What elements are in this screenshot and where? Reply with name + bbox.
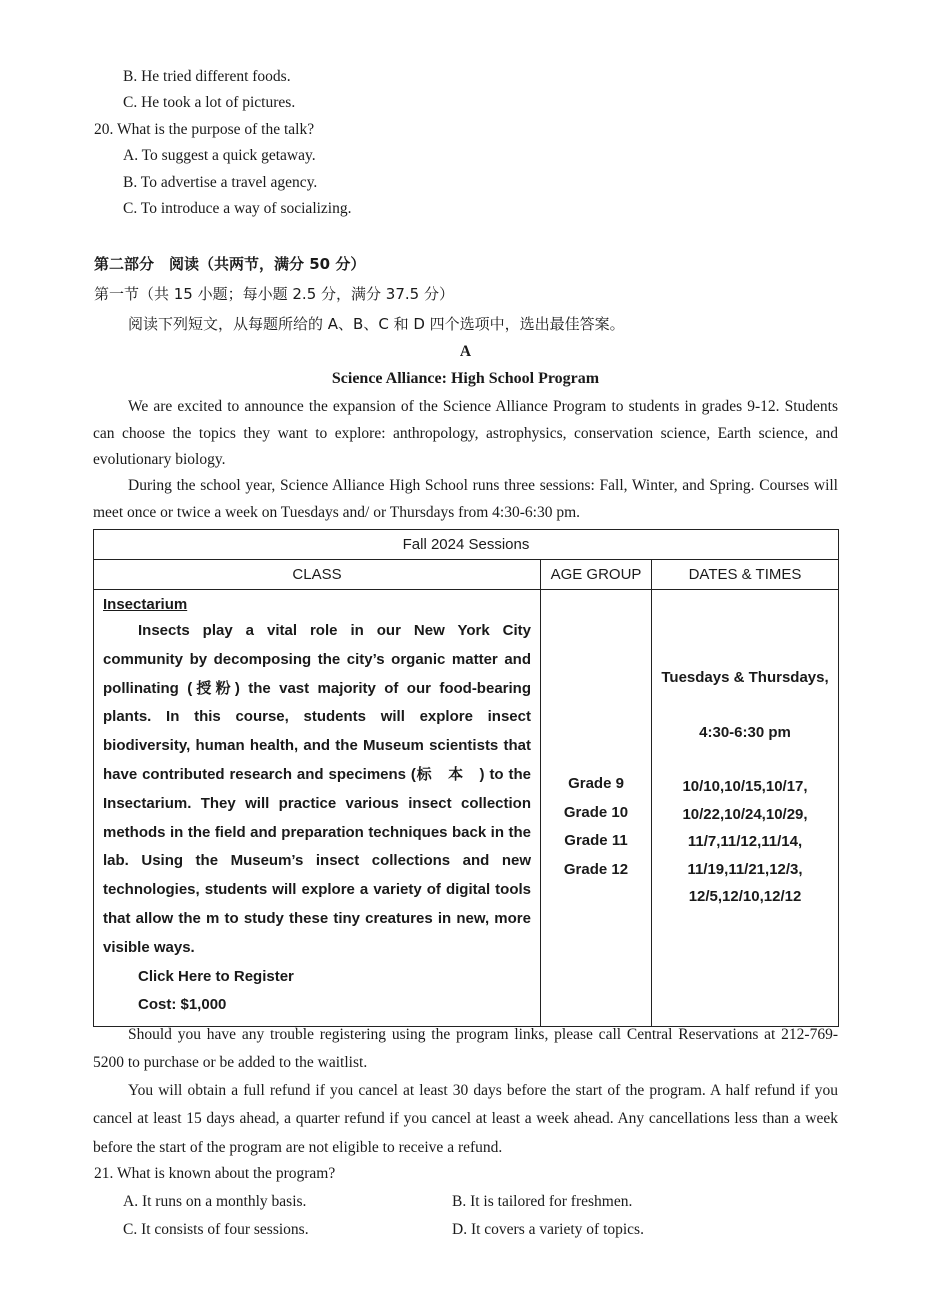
passage-paragraph-1: We are excited to announce the expansion of the Science Alliance Program to students in grades 9-12. Students can choose the topics they want to explore: anthropology, astrophysics, conservation science, Earth science, and evolutionary biology. <box>93 398 838 468</box>
dates-cell <box>652 590 839 1027</box>
time-label: 4:30-6:30 pm <box>699 723 791 741</box>
date-line: 12/5,12/10,12/12 <box>688 888 802 905</box>
header-class: CLASS <box>94 560 541 590</box>
sessions-table <box>93 529 839 1027</box>
option-20-c: C. To introduce a way of socializing. <box>123 200 352 217</box>
part-heading: 第二部分 阅读（共两节，满分 50 分） <box>94 255 366 273</box>
table-caption: Fall 2024 Sessions <box>94 530 839 560</box>
passage-paragraph-2: During the school year, Science Alliance High School runs three sessions: Fall, Winter, and Spring. Courses will meet once or twice a week on Tuesdays and/ or Thursdays from 4:30-6:30 pm. <box>93 477 838 521</box>
instruction: 阅读下列短文，从每题所给的 A、B、C 和 D 四个选项中，选出最佳答案。 <box>128 315 625 333</box>
date-line: 10/10,10/15,10/17, <box>682 778 808 795</box>
date-line: 11/19,11/21,12/3, <box>687 860 803 878</box>
date-line: 11/7,11/12,11/14, <box>687 833 803 850</box>
header-age-group: AGE GROUP <box>541 560 652 590</box>
grade-item: Grade 9 <box>568 775 624 793</box>
question-21: 21. What is known about the program? <box>94 1165 336 1182</box>
class-cell <box>94 590 541 1027</box>
grade-item: Grade 12 <box>563 860 629 878</box>
header-dates-times: DATES & TIMES <box>652 560 839 590</box>
register-link[interactable]: Click Here to Register <box>138 967 294 985</box>
option-21-b: B. It is tailored for freshmen. <box>452 1193 633 1210</box>
option-20-b: B. To advertise a travel agency. <box>123 174 318 191</box>
option-21-d: D. It covers a variety of topics. <box>452 1221 644 1238</box>
class-title: Insectarium <box>103 596 188 613</box>
grade-item: Grade 11 <box>564 832 628 850</box>
cost-label: Cost: $1,000 <box>138 996 227 1014</box>
option-19-b: B. He tried different foods. <box>123 68 291 85</box>
option-20-a: A. To suggest a quick getaway. <box>123 147 316 164</box>
passage-title: Science Alliance: High School Program <box>331 370 600 387</box>
passage-paragraph-4: You will obtain a full refund if you cancel at least 30 days before the start of the program. A half refund if you cancel at least 15 days ahead, a quarter refund if you cancel at least a week ahead. Any cancellations less than a week before the start of the program are not eligible to receive a refund. <box>93 1082 838 1156</box>
age-group-cell <box>541 590 652 1027</box>
passage-letter: A <box>459 343 472 360</box>
option-21-a: A. It runs on a monthly basis. <box>123 1193 307 1210</box>
passage-paragraph-3: Should you have any trouble registering using the program links, please call Central Reservations at 212-769-5200 to purchase or be added to the waitlist. <box>93 1026 838 1071</box>
days-label: Tuesdays & Thursdays, <box>661 669 829 686</box>
grade-item: Grade 10 <box>563 803 629 821</box>
question-20: 20. What is the purpose of the talk? <box>94 121 315 138</box>
date-line: 10/22,10/24,10/29, <box>682 805 808 823</box>
table-row <box>94 590 839 1027</box>
section-subheading: 第一节（共 15 小题；每小题 2.5 分，满分 37.5 分） <box>94 285 454 303</box>
option-21-c: C. It consists of four sessions. <box>123 1221 309 1238</box>
class-description: Insects play a vital role in our New York City community by decomposing the city’s organic matter and pollinating (授粉) the vast majority of our food-bearing plants. In this course, students will explore insect biodiversity, human health, and the Museum scientists that have contributed research and specimens (标 本 ) to the Insectarium. They will practice various insect collection methods in the field and preparation techniques back in the lab. Using the Museum’s insect collections and new technologies, students will explore a variety of digital tools that allow the m to study these tiny creatures in new, more visible ways. <box>103 622 531 956</box>
option-19-c: C. He took a lot of pictures. <box>123 94 296 111</box>
